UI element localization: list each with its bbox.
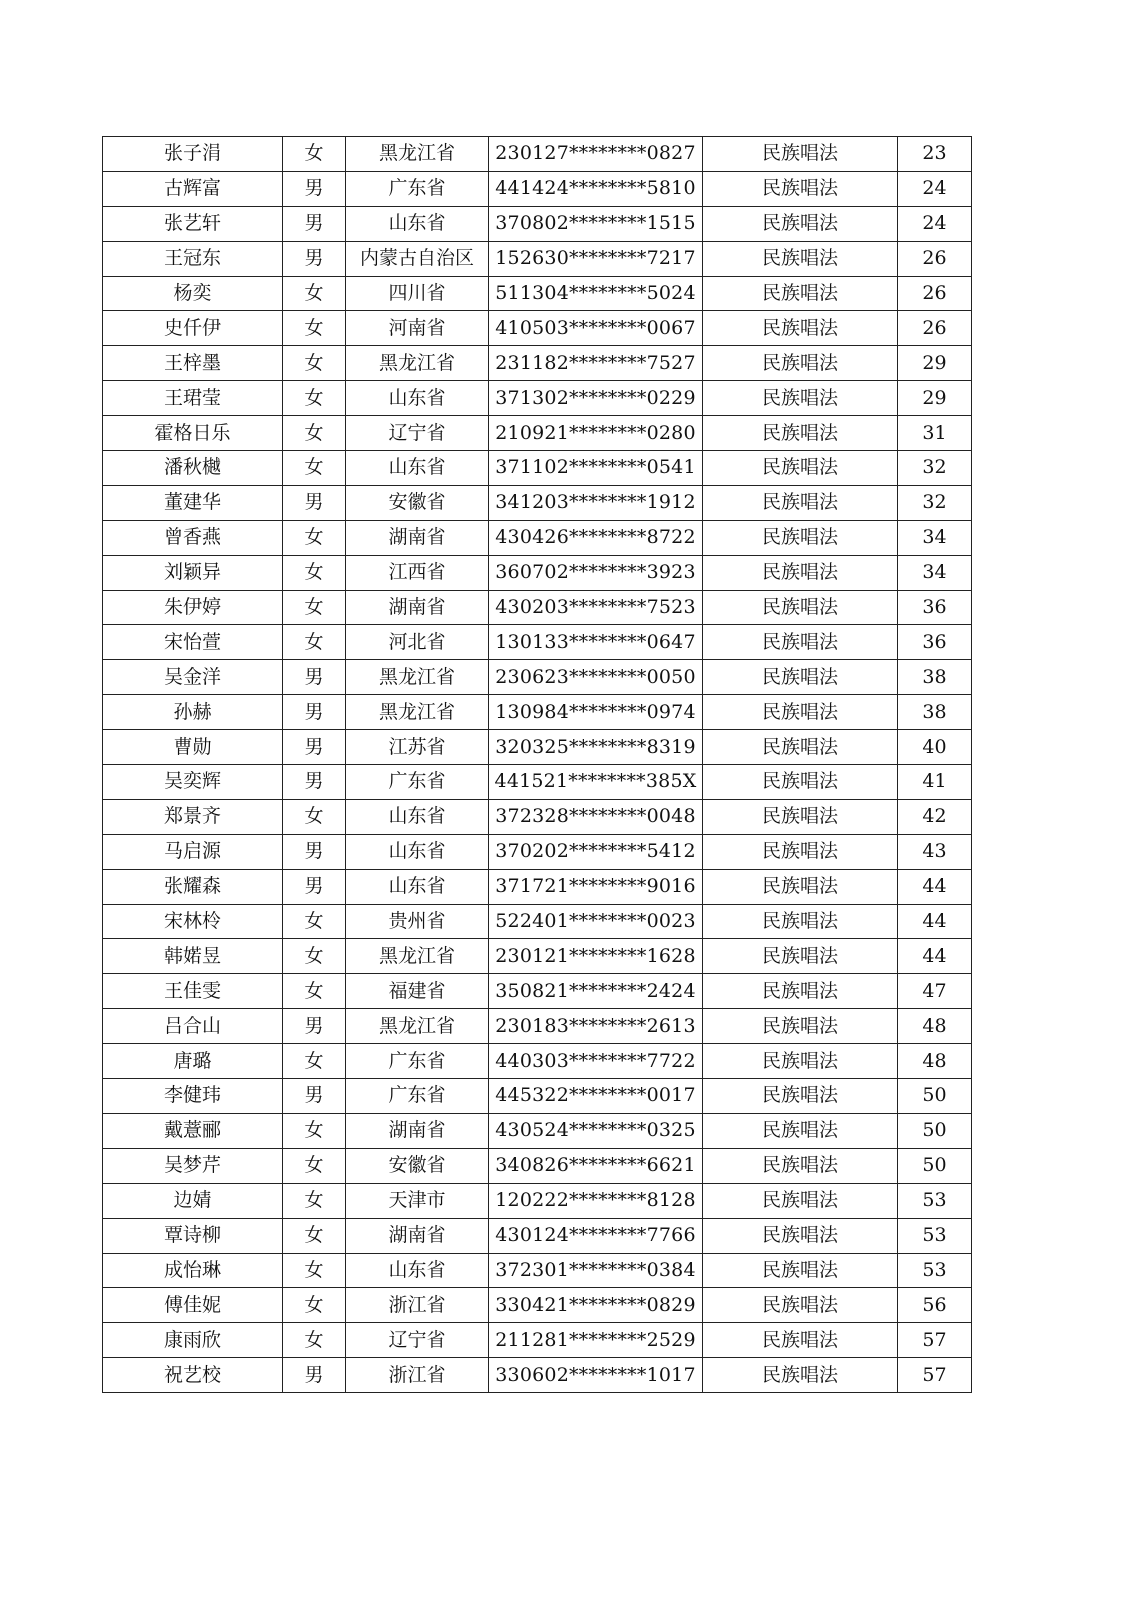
gender-cell: 男 [283,1079,346,1114]
gender-cell: 女 [283,1148,346,1183]
province-cell: 湖南省 [346,520,489,555]
gender-cell: 女 [283,276,346,311]
name-cell: 李健玮 [103,1079,283,1114]
gender-cell: 女 [283,904,346,939]
gender-cell: 女 [283,1113,346,1148]
name-cell: 潘秋樾 [103,451,283,486]
table-row [103,451,972,486]
category-cell: 民族唱法 [703,485,898,520]
id-number-cell: 410503********0067 [489,311,703,346]
name-cell: 宋林柃 [103,904,283,939]
name-cell: 韩婼昱 [103,939,283,974]
table-row [103,765,972,800]
rank-cell: 53 [898,1218,972,1253]
id-number-cell: 211281********2529 [489,1323,703,1358]
province-cell: 江苏省 [346,730,489,765]
name-cell: 成怡琳 [103,1253,283,1288]
rank-cell: 50 [898,1079,972,1114]
category-cell: 民族唱法 [703,939,898,974]
rank-cell: 26 [898,311,972,346]
category-cell: 民族唱法 [703,834,898,869]
rank-cell: 48 [898,1009,972,1044]
table-row [103,590,972,625]
gender-cell: 女 [283,451,346,486]
rank-cell: 41 [898,765,972,800]
table-row [103,346,972,381]
name-cell: 唐璐 [103,1044,283,1079]
table-row [103,311,972,346]
table-row [103,206,972,241]
table-row [103,520,972,555]
roster-body [103,137,972,1393]
table-row [103,241,972,276]
province-cell: 山东省 [346,381,489,416]
rank-cell: 34 [898,520,972,555]
gender-cell: 女 [283,1323,346,1358]
category-cell: 民族唱法 [703,311,898,346]
id-number-cell: 340826********6621 [489,1148,703,1183]
province-cell: 广东省 [346,171,489,206]
name-cell: 王冠东 [103,241,283,276]
category-cell: 民族唱法 [703,520,898,555]
rank-cell: 38 [898,660,972,695]
id-number-cell: 230127********0827 [489,137,703,172]
gender-cell: 男 [283,241,346,276]
table-row [103,1218,972,1253]
category-cell: 民族唱法 [703,1044,898,1079]
province-cell: 黑龙江省 [346,660,489,695]
province-cell: 黑龙江省 [346,695,489,730]
name-cell: 王梓墨 [103,346,283,381]
gender-cell: 男 [283,834,346,869]
id-number-cell: 370802********1515 [489,206,703,241]
table-row [103,416,972,451]
gender-cell: 男 [283,1358,346,1393]
table-row [103,1183,972,1218]
category-cell: 民族唱法 [703,799,898,834]
name-cell: 吴梦芹 [103,1148,283,1183]
id-number-cell: 511304********5024 [489,276,703,311]
category-cell: 民族唱法 [703,869,898,904]
name-cell: 马启源 [103,834,283,869]
rank-cell: 26 [898,276,972,311]
table-row [103,1288,972,1323]
gender-cell: 男 [283,869,346,904]
rank-cell: 34 [898,555,972,590]
rank-cell: 44 [898,904,972,939]
table-row [103,137,972,172]
category-cell: 民族唱法 [703,451,898,486]
table-row [103,799,972,834]
table-row [103,1358,972,1393]
id-number-cell: 441424********5810 [489,171,703,206]
id-number-cell: 430124********7766 [489,1218,703,1253]
rank-cell: 44 [898,869,972,904]
gender-cell: 女 [283,137,346,172]
table-row [103,869,972,904]
id-number-cell: 372301********0384 [489,1253,703,1288]
id-number-cell: 230121********1628 [489,939,703,974]
province-cell: 湖南省 [346,1113,489,1148]
province-cell: 山东省 [346,206,489,241]
name-cell: 吴奕辉 [103,765,283,800]
name-cell: 张子涓 [103,137,283,172]
id-number-cell: 210921********0280 [489,416,703,451]
gender-cell: 女 [283,625,346,660]
table-row [103,1079,972,1114]
name-cell: 董建华 [103,485,283,520]
name-cell: 吕合山 [103,1009,283,1044]
name-cell: 朱伊婷 [103,590,283,625]
id-number-cell: 370202********5412 [489,834,703,869]
province-cell: 江西省 [346,555,489,590]
rank-cell: 40 [898,730,972,765]
table-row [103,730,972,765]
table-row [103,1148,972,1183]
rank-cell: 38 [898,695,972,730]
gender-cell: 男 [283,730,346,765]
category-cell: 民族唱法 [703,625,898,660]
category-cell: 民族唱法 [703,1148,898,1183]
rank-cell: 48 [898,1044,972,1079]
table-row [103,485,972,520]
rank-cell: 47 [898,974,972,1009]
category-cell: 民族唱法 [703,1253,898,1288]
id-number-cell: 230623********0050 [489,660,703,695]
rank-cell: 29 [898,346,972,381]
name-cell: 戴薏郦 [103,1113,283,1148]
province-cell: 贵州省 [346,904,489,939]
rank-cell: 53 [898,1253,972,1288]
gender-cell: 女 [283,1044,346,1079]
name-cell: 霍格日乐 [103,416,283,451]
rank-cell: 32 [898,485,972,520]
name-cell: 孙赫 [103,695,283,730]
name-cell: 康雨欣 [103,1323,283,1358]
gender-cell: 女 [283,974,346,1009]
table-row [103,1323,972,1358]
rank-cell: 29 [898,381,972,416]
category-cell: 民族唱法 [703,1079,898,1114]
province-cell: 浙江省 [346,1358,489,1393]
gender-cell: 女 [283,381,346,416]
category-cell: 民族唱法 [703,695,898,730]
category-cell: 民族唱法 [703,171,898,206]
id-number-cell: 320325********8319 [489,730,703,765]
category-cell: 民族唱法 [703,206,898,241]
table-row [103,1113,972,1148]
province-cell: 山东省 [346,834,489,869]
name-cell: 曾香燕 [103,520,283,555]
table-row [103,555,972,590]
id-number-cell: 330602********1017 [489,1358,703,1393]
province-cell: 广东省 [346,765,489,800]
rank-cell: 50 [898,1113,972,1148]
province-cell: 黑龙江省 [346,137,489,172]
province-cell: 辽宁省 [346,416,489,451]
table-row [103,939,972,974]
name-cell: 曹勋 [103,730,283,765]
id-number-cell: 371721********9016 [489,869,703,904]
category-cell: 民族唱法 [703,1183,898,1218]
category-cell: 民族唱法 [703,904,898,939]
gender-cell: 女 [283,346,346,381]
name-cell: 张耀森 [103,869,283,904]
rank-cell: 24 [898,206,972,241]
gender-cell: 女 [283,1253,346,1288]
table-row [103,904,972,939]
table-row [103,1044,972,1079]
name-cell: 祝艺校 [103,1358,283,1393]
gender-cell: 男 [283,765,346,800]
id-number-cell: 341203********1912 [489,485,703,520]
name-cell: 郑景齐 [103,799,283,834]
category-cell: 民族唱法 [703,1288,898,1323]
province-cell: 山东省 [346,799,489,834]
name-cell: 杨奕 [103,276,283,311]
name-cell: 史仟伊 [103,311,283,346]
id-number-cell: 430426********8722 [489,520,703,555]
rank-cell: 43 [898,834,972,869]
id-number-cell: 230183********2613 [489,1009,703,1044]
name-cell: 王珺莹 [103,381,283,416]
id-number-cell: 372328********0048 [489,799,703,834]
category-cell: 民族唱法 [703,1218,898,1253]
name-cell: 古辉富 [103,171,283,206]
province-cell: 湖南省 [346,1218,489,1253]
category-cell: 民族唱法 [703,1113,898,1148]
rank-cell: 44 [898,939,972,974]
rank-cell: 23 [898,137,972,172]
category-cell: 民族唱法 [703,137,898,172]
name-cell: 吴金洋 [103,660,283,695]
id-number-cell: 350821********2424 [489,974,703,1009]
province-cell: 黑龙江省 [346,1009,489,1044]
province-cell: 黑龙江省 [346,346,489,381]
category-cell: 民族唱法 [703,1323,898,1358]
province-cell: 安徽省 [346,485,489,520]
province-cell: 辽宁省 [346,1323,489,1358]
gender-cell: 男 [283,695,346,730]
id-number-cell: 152630********7217 [489,241,703,276]
rank-cell: 50 [898,1148,972,1183]
province-cell: 河北省 [346,625,489,660]
province-cell: 山东省 [346,451,489,486]
gender-cell: 女 [283,590,346,625]
province-cell: 山东省 [346,869,489,904]
rank-cell: 57 [898,1323,972,1358]
rank-cell: 42 [898,799,972,834]
category-cell: 民族唱法 [703,346,898,381]
category-cell: 民族唱法 [703,555,898,590]
table-row [103,171,972,206]
province-cell: 四川省 [346,276,489,311]
name-cell: 张艺轩 [103,206,283,241]
id-number-cell: 360702********3923 [489,555,703,590]
rank-cell: 31 [898,416,972,451]
category-cell: 民族唱法 [703,730,898,765]
gender-cell: 男 [283,660,346,695]
province-cell: 河南省 [346,311,489,346]
category-cell: 民族唱法 [703,1009,898,1044]
gender-cell: 女 [283,416,346,451]
province-cell: 广东省 [346,1044,489,1079]
rank-cell: 57 [898,1358,972,1393]
province-cell: 浙江省 [346,1288,489,1323]
table-row [103,1253,972,1288]
province-cell: 福建省 [346,974,489,1009]
id-number-cell: 430524********0325 [489,1113,703,1148]
gender-cell: 男 [283,1009,346,1044]
category-cell: 民族唱法 [703,241,898,276]
category-cell: 民族唱法 [703,660,898,695]
rank-cell: 36 [898,590,972,625]
name-cell: 宋怡萱 [103,625,283,660]
id-number-cell: 445322********0017 [489,1079,703,1114]
gender-cell: 女 [283,520,346,555]
id-number-cell: 440303********7722 [489,1044,703,1079]
id-number-cell: 231182********7527 [489,346,703,381]
id-number-cell: 330421********0829 [489,1288,703,1323]
id-number-cell: 371102********0541 [489,451,703,486]
rank-cell: 36 [898,625,972,660]
table-row [103,1009,972,1044]
gender-cell: 女 [283,1288,346,1323]
name-cell: 覃诗柳 [103,1218,283,1253]
gender-cell: 男 [283,206,346,241]
rank-cell: 56 [898,1288,972,1323]
category-cell: 民族唱法 [703,276,898,311]
id-number-cell: 441521********385X [489,765,703,800]
province-cell: 湖南省 [346,590,489,625]
id-number-cell: 120222********8128 [489,1183,703,1218]
table-row [103,695,972,730]
gender-cell: 男 [283,171,346,206]
table-row [103,625,972,660]
province-cell: 天津市 [346,1183,489,1218]
table-row [103,381,972,416]
category-cell: 民族唱法 [703,974,898,1009]
table-row [103,276,972,311]
category-cell: 民族唱法 [703,381,898,416]
province-cell: 安徽省 [346,1148,489,1183]
province-cell: 黑龙江省 [346,939,489,974]
name-cell: 边婧 [103,1183,283,1218]
name-cell: 王佳雯 [103,974,283,1009]
rank-cell: 53 [898,1183,972,1218]
category-cell: 民族唱法 [703,1358,898,1393]
province-cell: 内蒙古自治区 [346,241,489,276]
category-cell: 民族唱法 [703,765,898,800]
id-number-cell: 130133********0647 [489,625,703,660]
gender-cell: 女 [283,555,346,590]
id-number-cell: 430203********7523 [489,590,703,625]
gender-cell: 女 [283,1218,346,1253]
table-row [103,974,972,1009]
id-number-cell: 371302********0229 [489,381,703,416]
category-cell: 民族唱法 [703,416,898,451]
rank-cell: 26 [898,241,972,276]
name-cell: 刘颖异 [103,555,283,590]
gender-cell: 男 [283,485,346,520]
id-number-cell: 522401********0023 [489,904,703,939]
id-number-cell: 130984********0974 [489,695,703,730]
gender-cell: 女 [283,311,346,346]
gender-cell: 女 [283,799,346,834]
rank-cell: 32 [898,451,972,486]
gender-cell: 女 [283,939,346,974]
province-cell: 山东省 [346,1253,489,1288]
name-cell: 傅佳妮 [103,1288,283,1323]
category-cell: 民族唱法 [703,590,898,625]
roster-table [102,136,972,1393]
province-cell: 广东省 [346,1079,489,1114]
rank-cell: 24 [898,171,972,206]
table-row [103,660,972,695]
gender-cell: 女 [283,1183,346,1218]
table-row [103,834,972,869]
